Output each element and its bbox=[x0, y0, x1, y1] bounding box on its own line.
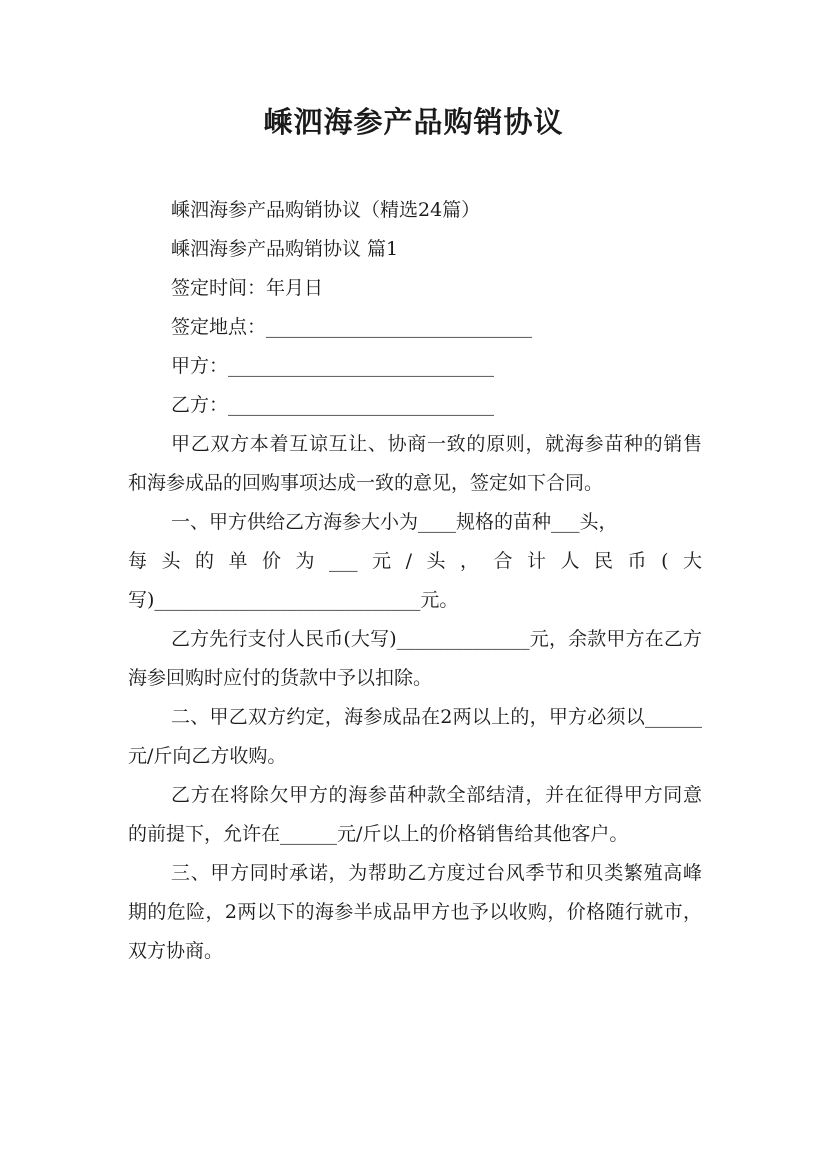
prepayment-paragraph: 乙方先行支付人民币(大写)______________元，余款甲方在乙方海参回购时应付的货款中予以扣除。 bbox=[128, 628, 702, 689]
party-a-line: 甲方：____________________________ bbox=[171, 355, 495, 377]
intro-paragraph: 甲乙双方本着互谅互让、协商一致的原则，就海参苗种的销售和海参成品的回购事项达成一致的意见，签定如下合同。 bbox=[128, 433, 702, 494]
sign-time-line: 签定时间：年月日 bbox=[171, 277, 324, 299]
section-heading: 嵊泗海参产品购销协议 篇1 bbox=[171, 238, 399, 260]
subtitle-line: 嵊泗海参产品购销协议（精选24篇） bbox=[171, 199, 481, 221]
party-b-line: 乙方：____________________________ bbox=[171, 394, 495, 416]
document-body bbox=[128, 191, 702, 971]
clause-1-line-2: 每头的单价为___元/头，合计人民币(大 bbox=[128, 550, 702, 572]
clause-1-line-3: 写)____________________________元。 bbox=[128, 589, 459, 611]
debt-settlement-paragraph: 乙方在将除欠甲方的海参苗种款全部结清，并在征得甲方同意的前提下，允许在______元/斤以上的价格销售给其他客户。 bbox=[128, 784, 702, 845]
document-title: 嵊泗海参产品购销协议 bbox=[263, 105, 564, 139]
sign-place-line: 签定地点：____________________________ bbox=[171, 316, 533, 338]
clause-2-paragraph: 二、甲乙双方约定，海参成品在2两以上的，甲方必须以______元/斤向乙方收购。 bbox=[128, 706, 702, 767]
clause-3-paragraph: 三、甲方同时承诺，为帮助乙方度过台风季节和贝类繁殖高峰期的危险，2两以下的海参半成品甲方也予以收购，价格随行就市，双方协商。 bbox=[128, 862, 702, 962]
clause-1-line-1: 一、甲方供给乙方海参大小为____规格的苗种___头， bbox=[171, 511, 618, 533]
